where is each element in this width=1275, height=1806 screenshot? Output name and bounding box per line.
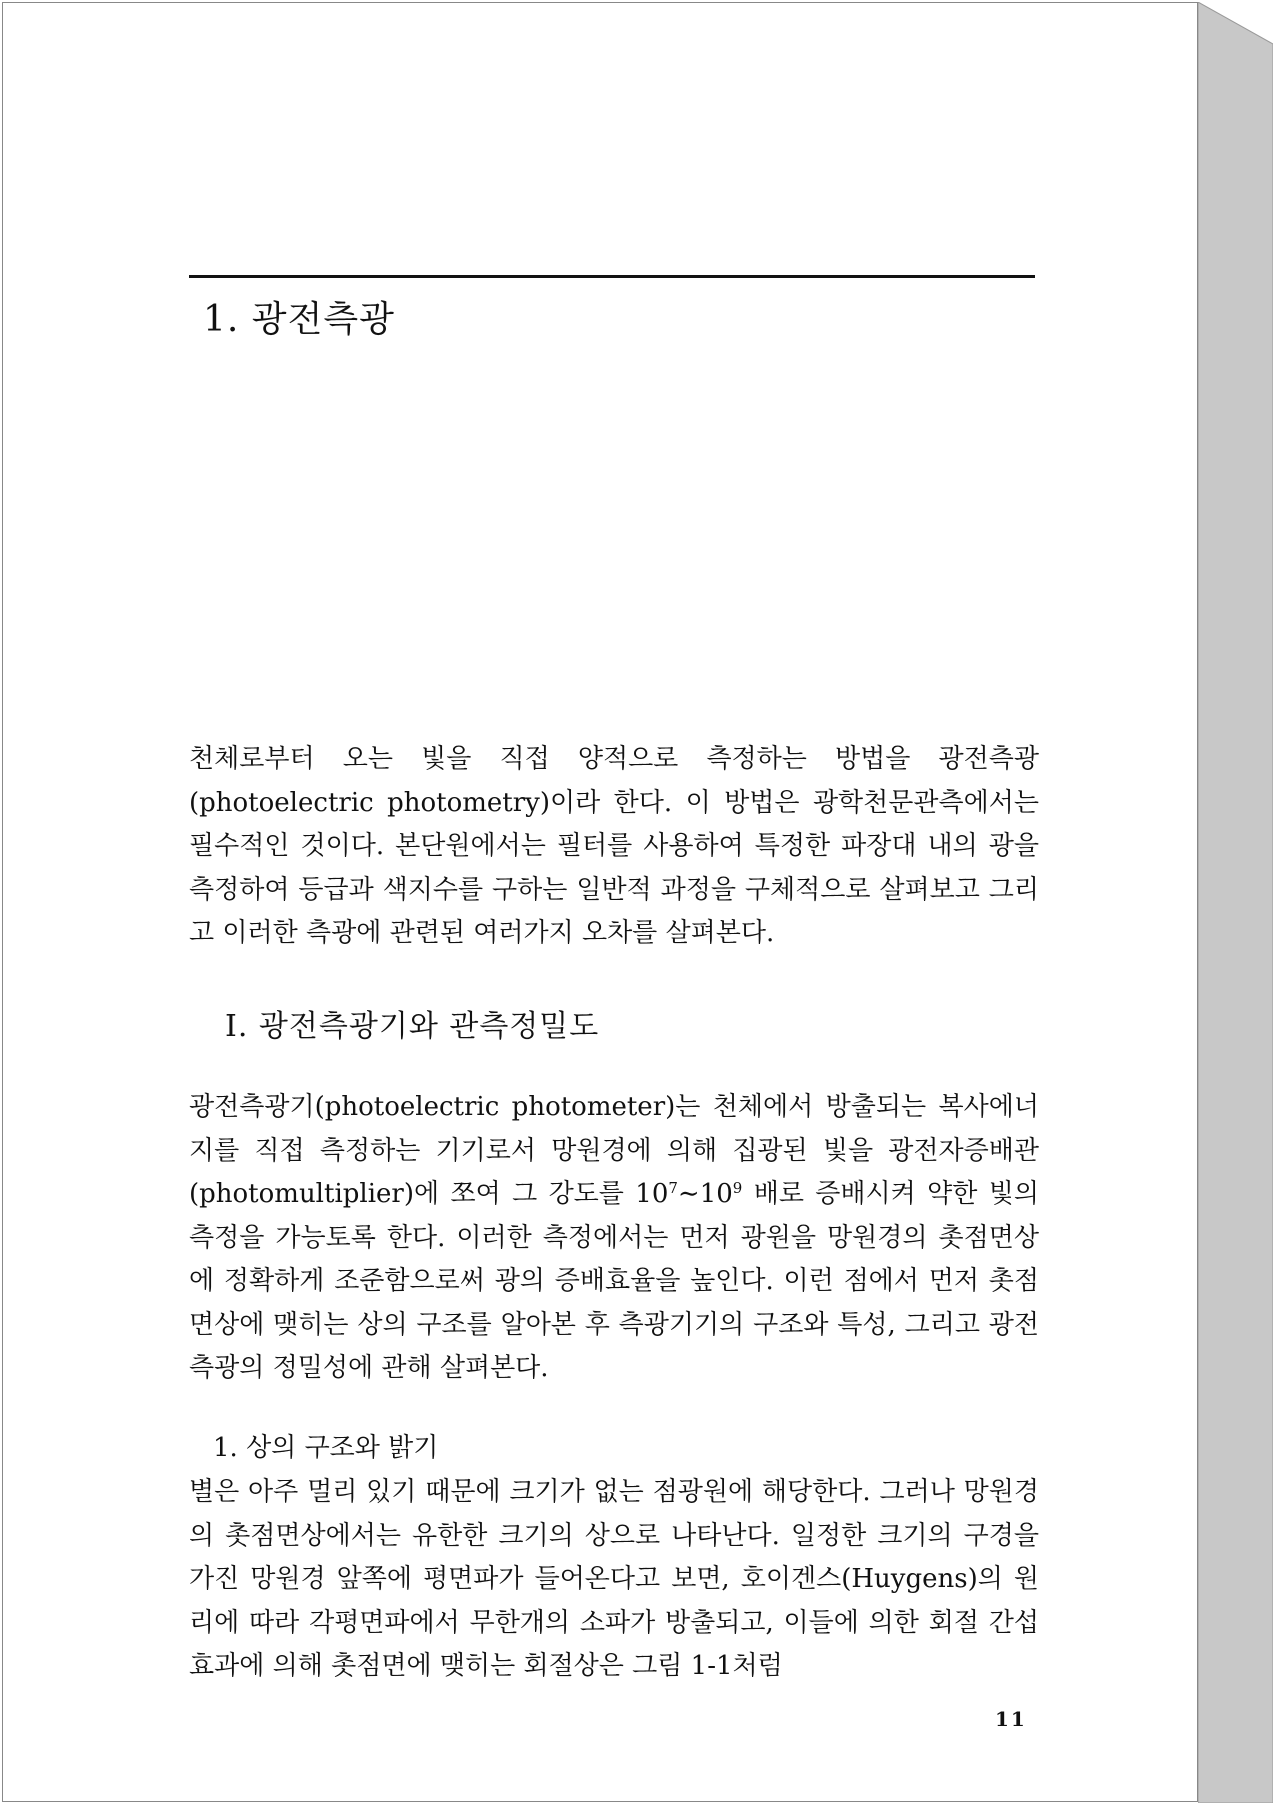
section-text-part-1: 광전측광기(photoelectric photometer)는 천체에서 방출되는 복사에너지를 직접 측정하는 기기로서 망원경에 의해 집광된 빛을 광전자증배관(photomultiplier)에 쪼여 그 강도를 10 (189, 1092, 1039, 1209)
book-side-face (1198, 2, 1273, 1803)
section-text-part-2: ∼10 (677, 1179, 733, 1209)
chapter-title: 1. 광전측광 (203, 299, 395, 340)
exponent-7: 7 (668, 1179, 678, 1197)
page-number: 11 (995, 1707, 1027, 1731)
exponent-9: 9 (732, 1179, 743, 1197)
section-text-part-3: 배로 증배시켜 약한 빛의 측정을 가능토록 한다. 이러한 측정에서는 먼저 광원을 망원경의 촛점면상에 정확하게 조준함으로써 광의 증배효율을 높인다. 이런 점에서 먼저 촛점면상에 맺히는 상의 구조를 알아본 후 측광기기의 구조와 특성, 그리고 광전측광의 정밀성에 관해 살펴본다. (189, 1179, 1039, 1383)
chapter-rule (189, 275, 1035, 278)
subsection-paragraph: 별은 아주 멀리 있기 때문에 크기가 없는 점광원에 해당한다. 그러나 망원경의 촛점면상에서는 유한한 크기의 상으로 나타난다. 일정한 크기의 구경을 가진 망원경 앞쪽에 평면파가 들어온다고 보면, 호이겐스(Huygens)의 원리에 따라 각평면파에서 무한개의 소파가 방출되고, 이들에 의한 회절 간섭효과에 의해 촛점면에 맺히는 회절상은 그림 1-1처럼 (189, 1477, 1039, 1681)
subsection-title: 1. 상의 구조와 밝기 (213, 1433, 439, 1463)
side-face-shape (1198, 2, 1273, 1803)
section-title: Ⅰ. 광전측광기와 관측정밀도 (225, 1009, 600, 1044)
book-page (2, 2, 1198, 1802)
section-paragraph (189, 1086, 1039, 1391)
intro-paragraph: 천체로부터 오는 빛을 직접 양적으로 측정하는 방법을 광전측광(photoelectric photometry)이라 한다. 이 방법은 광학천문관측에서는 필수적인 것이다. 본단원에서는 필터를 사용하여 특정한 파장대 내의 광을 측정하여 등급과 색지수를 구하는 일반적 과정을 구체적으로 살펴보고 그리고 이러한 측광에 관련된 여러가지 오차를 살펴본다. (189, 744, 1039, 948)
